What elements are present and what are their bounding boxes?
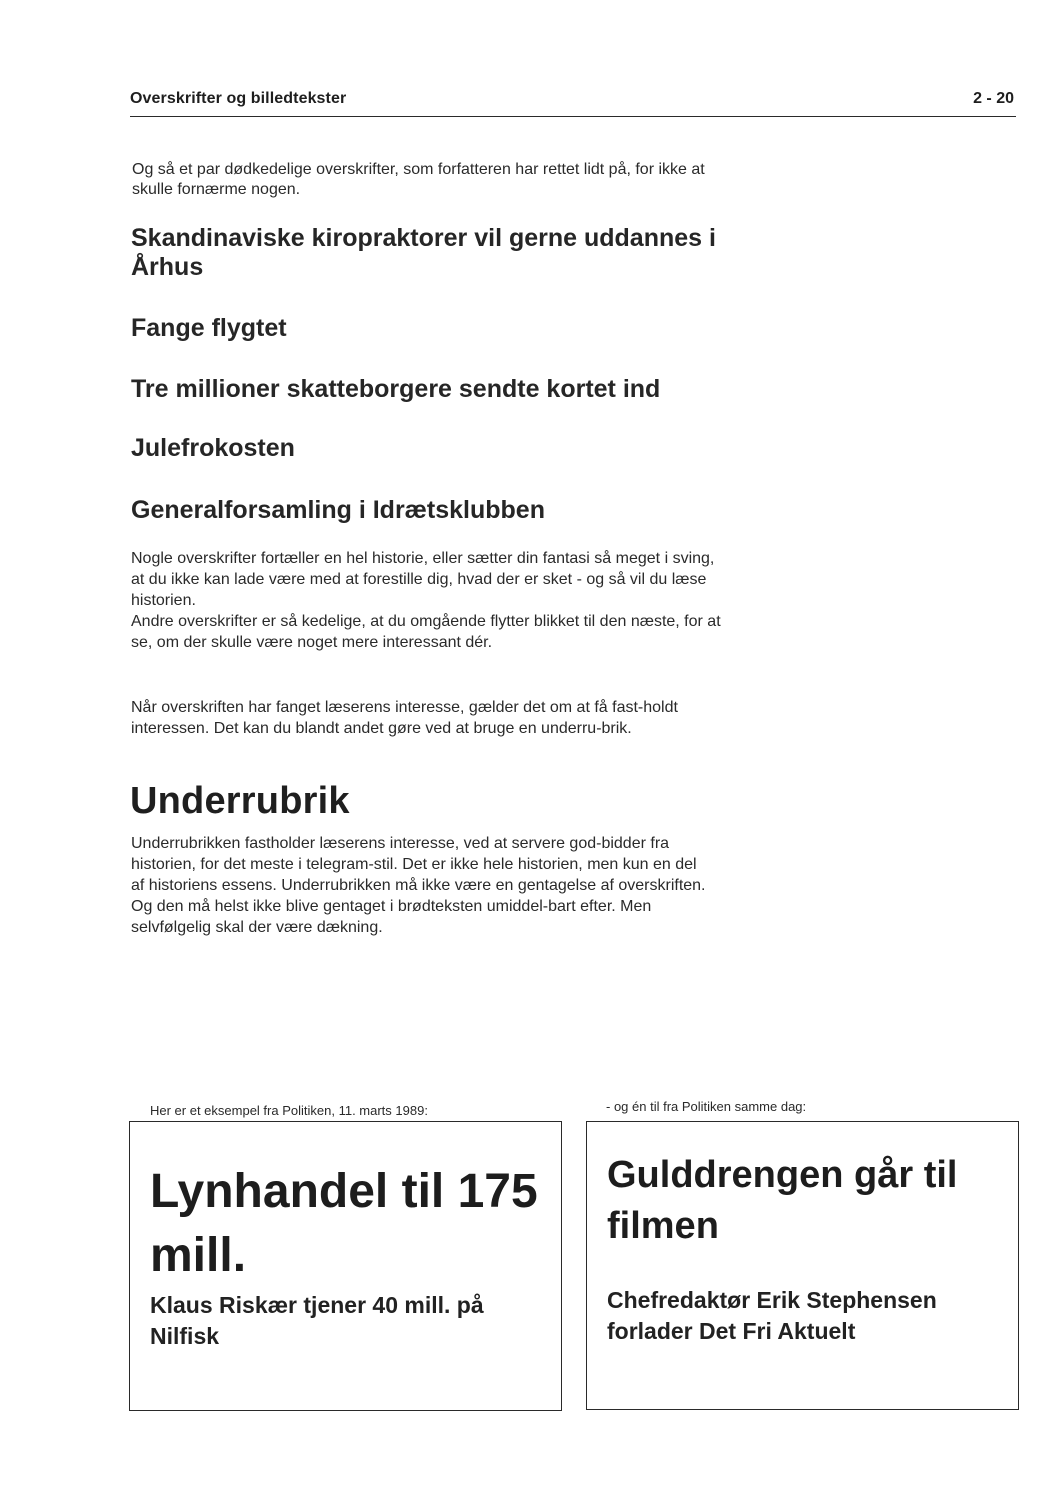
example-caption-2: - og én til fra Politiken samme dag: xyxy=(606,1099,807,1114)
newspaper-clip-1 xyxy=(129,1121,562,1411)
body-paragraph-3: Når overskriften har fanget læserens interesse, gælder det om at få fast-holdt interessen. Det kan du blandt andet gøre ved at bruge en underru-brik. xyxy=(131,699,678,737)
section-body: Underrubrikken fastholder læserens interesse, ved at servere god-bidder fra historien, for det meste i telegram-stil. Det er ikke hele historien, men kun en del af historiens essens. Underrubrikken må ikke være en gentagelse af overskriften. Og den må helst ikke blive gentaget i brødteksten umiddel-bart efter. Men selvfølgelig skal der være dækning. xyxy=(131,835,706,936)
example-headline-2: Fange flygtet xyxy=(131,314,287,342)
body-paragraph-2: Andre overskrifter er så kedelige, at du omgående flytter blikket til den næste, for at se, om der skulle være noget mere interessant dér. xyxy=(131,613,721,651)
example-headline-1: Skandinaviske kiropraktorer vil gerne uddannes i Århus xyxy=(131,224,716,281)
clip-subheadline: Klaus Riskær tjener 40 mill. på Nilfisk xyxy=(150,1292,484,1349)
clip-subheadline: Chefredaktør Erik Stephensen forlader Det Fri Aktuelt xyxy=(607,1287,937,1344)
example-headline-4: Julefrokosten xyxy=(131,434,295,462)
clip-headline: Lynhandel til 175 mill. xyxy=(150,1165,538,1282)
clip-headline: Gulddrengen går til filmen xyxy=(607,1154,958,1247)
intro-paragraph: Og så et par dødkedelige overskrifter, som forfatteren har rettet lidt på, for ikke at skulle fornærme nogen. xyxy=(132,161,705,198)
page-header xyxy=(130,88,1016,117)
example-caption-1: Her er et eksempel fra Politiken, 11. marts 1989: xyxy=(150,1103,428,1118)
body-paragraph-1: Nogle overskrifter fortæller en hel historie, eller sætter din fantasi så meget i sving, at du ikke kan lade være med at forestille dig, hvad der er sket - og så vil du læse historien. xyxy=(131,550,715,609)
page-number: 2 - 20 xyxy=(973,90,1014,107)
section-heading: Underrubrik xyxy=(130,780,350,822)
page-header-title: Overskrifter og billedtekster xyxy=(130,90,347,107)
example-headline-5: Generalforsamling i Idrætsklubben xyxy=(131,496,545,524)
newspaper-clip-2 xyxy=(586,1121,1019,1410)
example-headline-3: Tre millioner skatteborgere sendte kortet ind xyxy=(131,375,661,403)
